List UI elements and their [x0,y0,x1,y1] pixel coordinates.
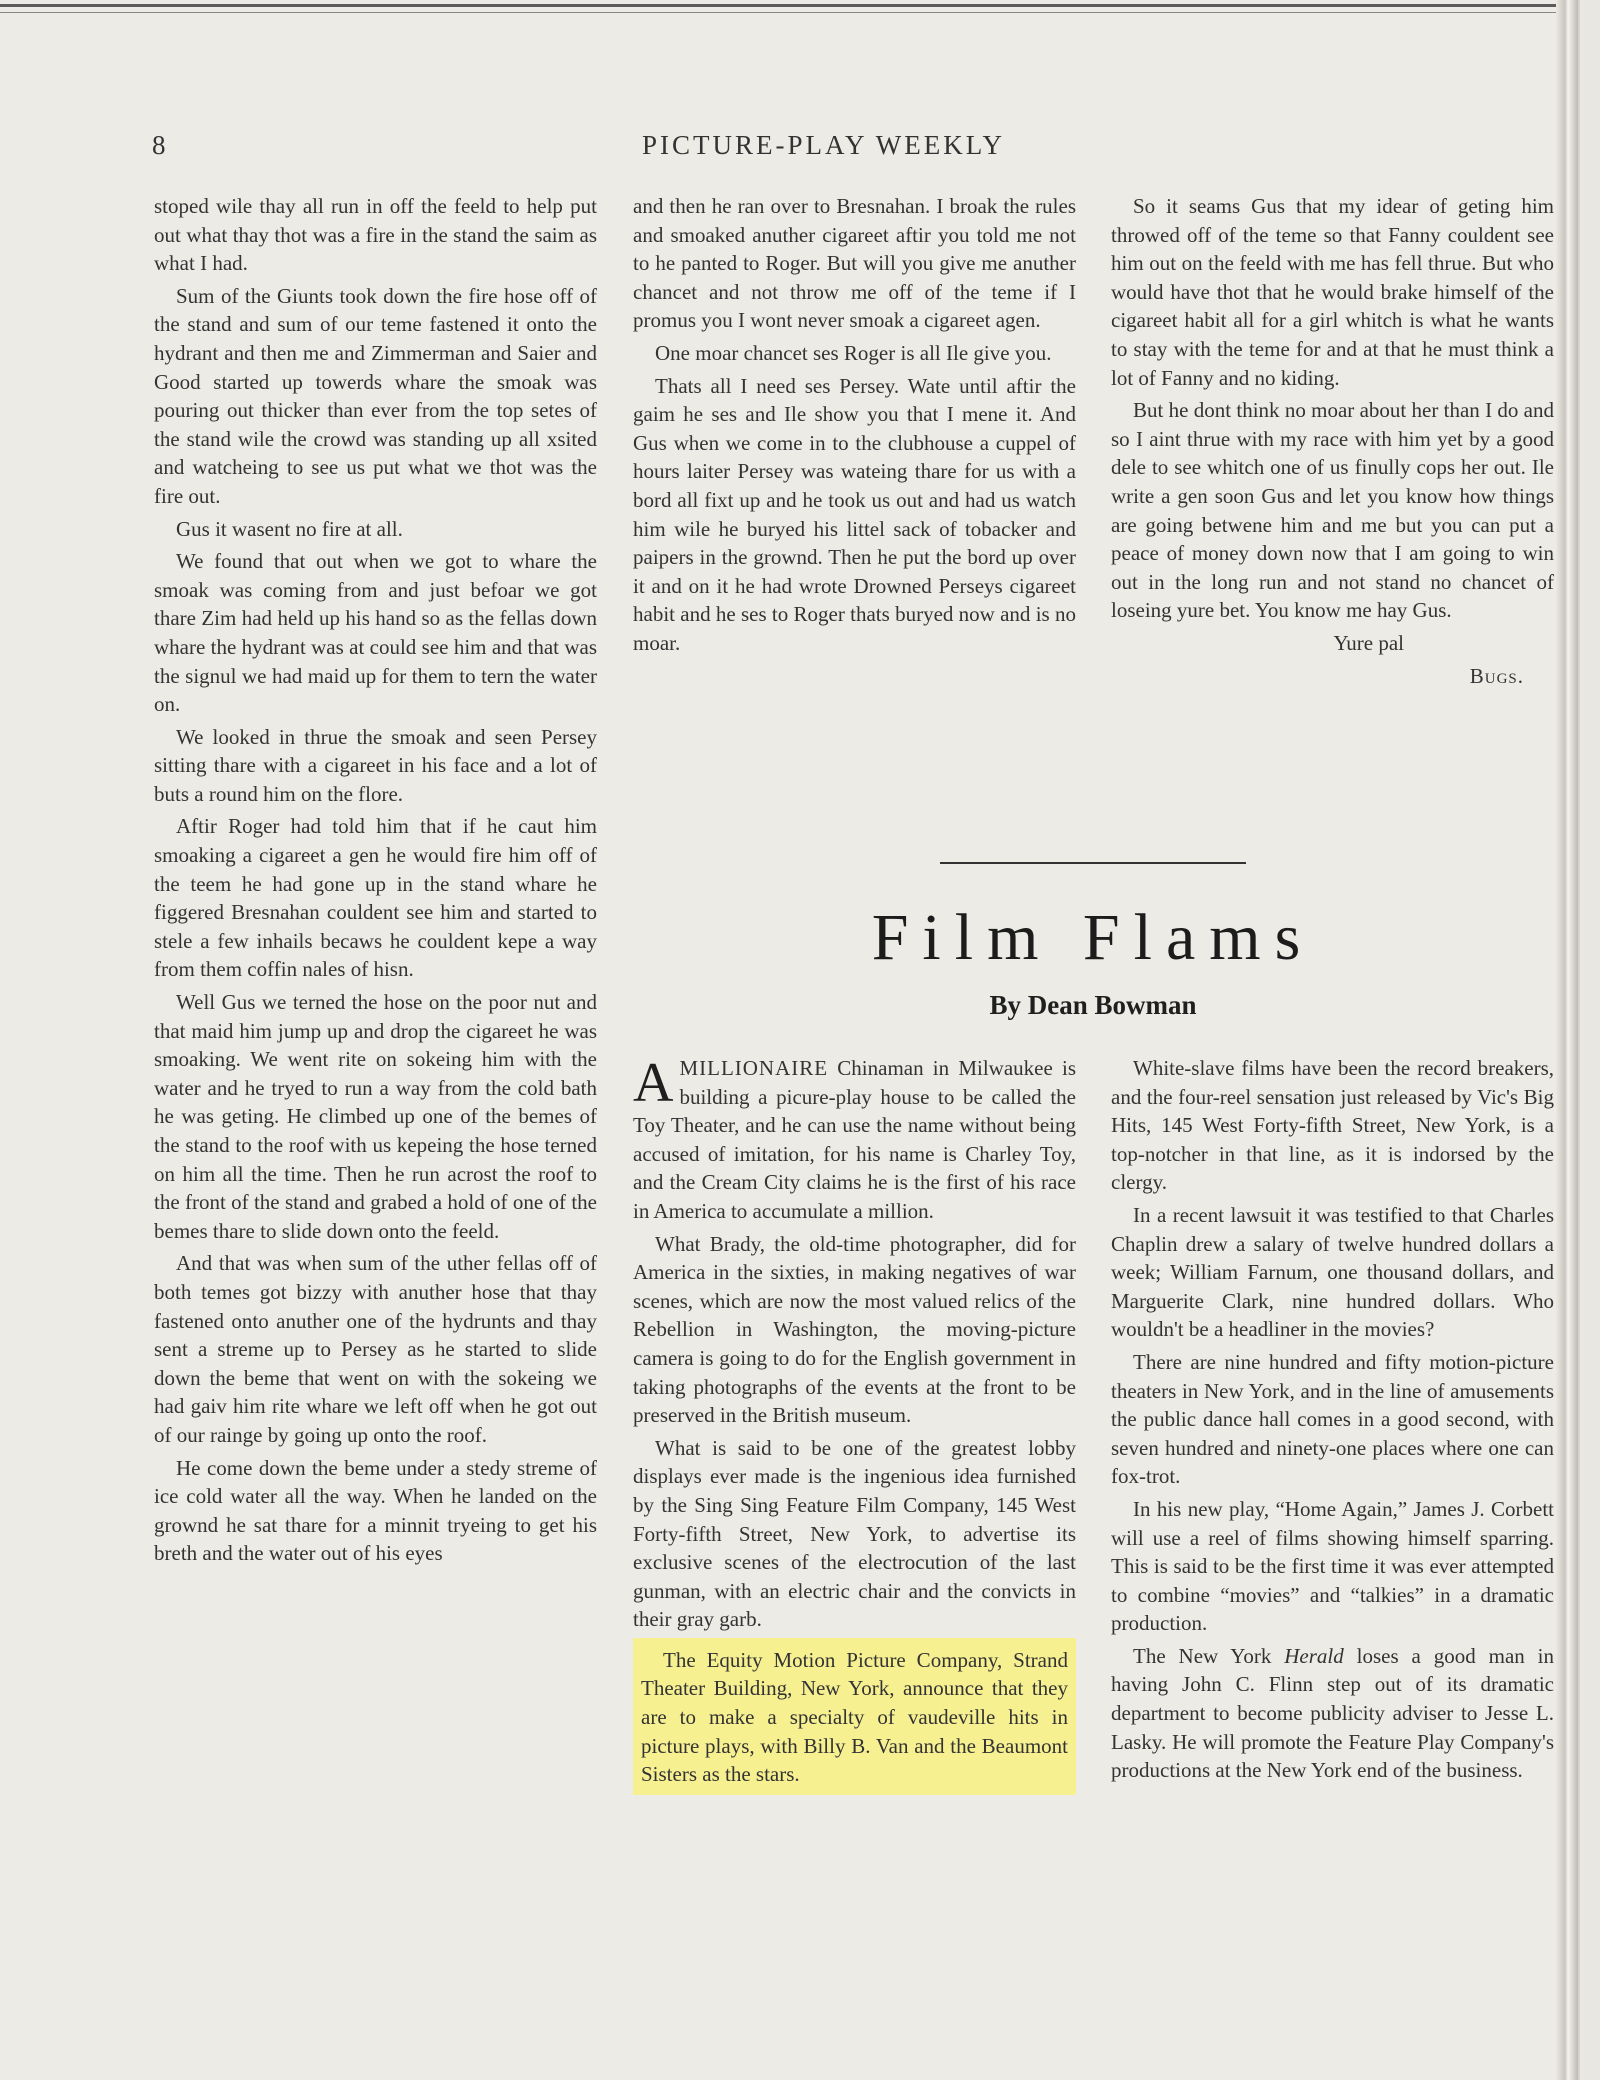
highlighted-paragraph: The Equity Motion Picture Company, Strand Theater Building, New York, announce that they are to make a specialty of vaudeville hits in picture plays, with Billy B. Van and the Beaumont Sisters as the stars. [633,1638,1076,1795]
paragraph: stoped wile thay all run in off the feeld to help put out what thay thot was a fire in the stand the saim as what I had. [154,194,597,276]
paragraph: But he dont think no moar about her than I do and so I aint thrue with my race with him yet by a good dele to see whitch one of us finully cops her out. Ile write a gen soon Gus and let you know how things are going betwene him and me but you can put a peace of money down now that I am going to win out in the long run and not stand no chancet of loseing yure bet. You know me hay Gus. [1111,398,1554,623]
running-title: PICTURE-PLAY WEEKLY [642,130,1006,160]
paragraph: So it seams Gus that my idear of geting him throwed off of the teme so that Fanny couldent see him out on the feeld with me has fell thrue. But who would have thot that he would brake himself of the cigareet habit all for a girl whitch is what he wants to stay with the teme for and at that he must think a lot of Fanny and no kiding. [1111,194,1554,390]
paragraph: He come down the beme under a stedy streme of ice cold water all the way. When he landed on the grownd he sat thare for a minnit tryeing to get his breth and the water out of his eyes [154,1455,597,1566]
article-column-2 [1111,1054,1554,1789]
text-run: The New York [1133,1643,1285,1668]
binding-gutter [1556,0,1578,2080]
lead-caps: MILLIONAIRE [679,1056,829,1080]
drop-cap: A [633,1052,674,1114]
paragraph: And that was when sum of the uther fellas off of both temes got bizzy with anuther hose that thay fastened onto anuther one of the hydrunts and thay sent a streme up to Persey as he started to slide down the beme that went on with the sokeing we had gaiv him rite whare we left off when he got out of our rainge by going up onto the roof. [154,1251,597,1447]
newspaper-name: Herald [1284,1643,1344,1668]
paragraph: and then he ran over to Bresnahan. I broak the rules and smoaked anuther cigareet aftir you told me not to he panted to Roger. But will you give me anuther chancet and not throw me off of the teme if I promus you I wont never smoak a cigareet agen. [633,194,1076,333]
paragraph: In his new play, “Home Again,” James J. Corbett will use a reel of films showing himself sparring. This is said to be the first time it was ever attempted to combine “movies” and “talkies” in a dramatic production. [1111,1496,1554,1636]
article-byline: By Dean Bowman [989,990,1197,1020]
letter-closing: Yure pal [1333,630,1404,655]
paragraph: There are nine hundred and fifty motion-picture theaters in New York, and in the line of amusements the public dance hall comes in a good second, with seven hundred and ninety-one places where one can fox-trot. [1111,1349,1554,1489]
paragraph [1111,1642,1554,1785]
paragraph: Gus it wasent no fire at all. [176,516,403,541]
paragraph: Sum of the Giunts took down the fire hose off of the stand and sum of our teme fastened it onto the hydrant and then me and Zimmerman and Saier and Good started up towerds whare the smoak was pouring out thicker than ever from the top setes of the stand wile the crowd was standing up all xsited and watcheing to see us put what we thot was the fire out. [154,283,597,508]
paragraph: Aftir Roger had told him that if he caut him smoaking a cigareet a gen he would fire him off of the teem he had gone up in the stand whare he figgered Bresnahan couldent see him and started to stele a few inhails becaws he couldent kepe a way from them coffin nales of hisn. [154,814,597,982]
letter-signature: Bugs. [1469,663,1524,688]
adjacent-page-edge [1580,0,1600,2080]
section-divider [940,862,1246,864]
paragraph: In a recent lawsuit it was testified to that Charles Chaplin drew a salary of twelve hundred dollars a week; William Farnum, one thousand dollars, and Marguerite Clark, nine hundred dollars. Who wouldn't be a headliner in the movies? [1111,1202,1554,1342]
paragraph: We found that out when we got to whare the smoak was coming from and just befoar we got thare Zim had held up his hand so as the fellas down whare the hydrant was at could see him and that was the signul we had maid up for them to tern the water on. [154,549,597,717]
paragraph: One moar chancet ses Roger is all Ile give you. [655,340,1052,365]
letter-column-2 [633,192,1076,662]
page-number: 8 [152,130,166,160]
paragraph: We looked in thrue the smoak and seen Persey sitting thare with a cigareet in his face and a lot of buts a round him on the flore. [154,724,597,806]
page-header [0,130,1578,170]
paragraph: Well Gus we terned the hose on the poor nut and that maid him jump up and drop the cigareet he was smoaking. We went rite on sokeing him with the water and he tryed to run a way from the cold bath he was geting. He climbed up one of the bemes of the stand to the roof with us kepeing the hose terned on him all the time. Then he run acrost the roof to the front of the stand and grabed a hold of one of the bemes thare to slide down onto the feeld. [154,990,597,1243]
paragraph: Thats all I need ses Persey. Wate until aftir the gaim he ses and Ile show you that I mene it. And Gus when we come in to the clubhouse a cuppel of hours laiter Persey was wateing thare for us with a bord all fixt up and he took us out and had us watch him wile he buryed his littel sack of tobacker and paipers in the grownd. Then he put the bord up over it and on it he had wrote Drowned Perseys cigareet habit and he ses to Roger thats buryed now and is no moar. [633,373,1076,655]
top-border-line-thin [0,12,1578,13]
letter-column-1 [154,192,597,1572]
letter-column-3 [1111,192,1554,694]
article-title: Film Flams [871,901,1315,974]
top-border-line [0,4,1578,7]
lead-text: Chinaman in Milwaukee is building a picure-play house to be called the Toy Theater, and he can use the name without being accused of imitation, for his name is Charley Toy, and the Cream City claims he is the first of his race in America to accumulate a million. [633,1056,1076,1223]
lead-paragraph [633,1054,1076,1226]
paragraph: What is said to be one of the greatest lobby displays ever made is the ingenious idea furnished by the Sing Sing Feature Film Company, 145 West Forty-fifth Street, New York, to advertise its exclusive scenes of the electrocution of the last gunman, with an electric chair and the convicts in their gray garb. [633,1435,1076,1632]
paragraph: What Brady, the old-time photographer, did for America in the sixties, in making negatives of war scenes, which are now the most valued relics of the Rebellion in Washington, the moving-picture camera is going to do for the English government in taking photographs of the events at the front to be preserved in the British museum. [633,1231,1076,1428]
article-column-1 [633,1054,1076,1799]
text-run: loses a good man in having John C. Flinn step out of its dramatic department to become publicity adviser to Jesse L. Lasky. He will promote the Feature Play Company's productions at the New York end of the business. [1111,1643,1555,1783]
paragraph: White-slave films have been the record breakers, and the four-reel sensation just released by Vic's Big Hits, 145 West Forty-fifth Street, New York, is a top-notcher in that line, as it is indorsed by the clergy. [1111,1056,1554,1195]
